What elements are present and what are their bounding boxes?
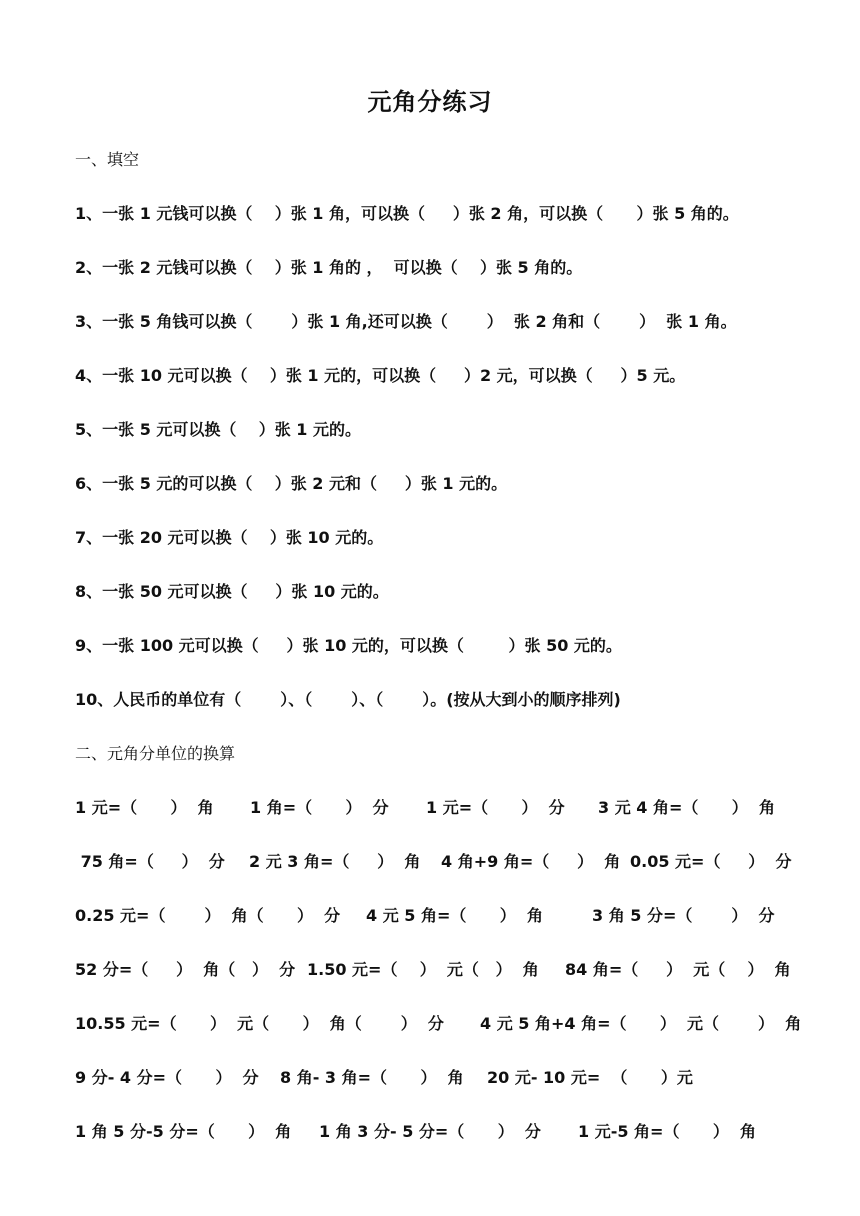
conversion-item: 1 元-5 角=（ ） 角 xyxy=(578,1122,757,1141)
conversion-item: 4 元 5 角=（ ） 角 xyxy=(366,906,543,925)
conversion-row xyxy=(75,849,795,871)
conversion-item: 8 角- 3 角=（ ） 角 xyxy=(280,1068,464,1087)
conversion-item: 4 元 5 角+4 角=（ ） 元（ ） 角 xyxy=(480,1014,802,1033)
fill-question-2: 2、一张 2 元钱可以换（ ）张 1 角的 ， 可以换（ ）张 5 角的。 xyxy=(75,258,583,277)
fill-question-6: 6、一张 5 元的可以换（ ）张 2 元和（ ）张 1 元的。 xyxy=(75,474,508,493)
fill-question-8: 8、一张 50 元可以换（ ）张 10 元的。 xyxy=(75,582,389,601)
conversion-item: 0.05 元=（ ） 分 xyxy=(630,852,792,871)
conversion-row xyxy=(75,1119,795,1141)
fill-question-10: 10、人民币的单位有（ ）、（ ）、（ ）。(按从大到小的顺序排列) xyxy=(75,690,621,709)
conversion-item: 1.50 元=（ ） 元（ ） 角 xyxy=(307,960,539,979)
conversion-item: 75 角=（ ） 分 xyxy=(75,852,225,871)
section-heading-fill-blanks: 一、填空 xyxy=(75,150,140,169)
page-title: 元角分练习 xyxy=(367,88,493,116)
fill-question-3: 3、一张 5 角钱可以换（ ）张 1 角,还可以换（ ） 张 2 角和（ ） 张 1 角。 xyxy=(75,312,737,331)
conversion-item: 52 分=（ ） 角（ ） 分 xyxy=(75,960,296,979)
conversion-item: 84 角=（ ） 元（ ） 角 xyxy=(565,960,791,979)
fill-question-9: 9、一张 100 元可以换（ ）张 10 元的，可以换（ ）张 50 元的。 xyxy=(75,636,622,655)
conversion-item: 3 元 4 角=（ ） 角 xyxy=(598,798,775,817)
conversion-row xyxy=(75,903,795,925)
fill-question-1: 1、一张 1 元钱可以换（ ）张 1 角，可以换（ ）张 2 角，可以换（ ）张 5 角的。 xyxy=(75,204,739,223)
fill-question-5: 5、一张 5 元可以换（ ）张 1 元的。 xyxy=(75,420,361,439)
conversion-item: 9 分- 4 分=（ ） 分 xyxy=(75,1068,259,1087)
conversion-row xyxy=(75,1011,802,1033)
conversion-row xyxy=(75,957,795,979)
fill-question-4: 4、一张 10 元可以换（ ）张 1 元的，可以换（ ）2 元，可以换（ ）5 元。 xyxy=(75,366,686,385)
conversion-row xyxy=(75,1065,795,1087)
conversion-item: 0.25 元=（ ） 角（ ） 分 xyxy=(75,906,341,925)
conversion-item: 1 角 3 分- 5 分=（ ） 分 xyxy=(319,1122,541,1141)
conversion-row xyxy=(75,795,795,817)
conversion-item: 10.55 元=（ ） 元（ ） 角（ ） 分 xyxy=(75,1014,444,1033)
conversion-item: 2 元 3 角=（ ） 角 xyxy=(249,852,421,871)
section-heading-conversion: 二、元角分单位的换算 xyxy=(75,744,236,763)
conversion-item: 1 元=（ ） 分 xyxy=(426,798,565,817)
conversion-item: 1 角=（ ） 分 xyxy=(250,798,389,817)
conversion-item: 1 角 5 分-5 分=（ ） 角 xyxy=(75,1122,292,1141)
conversion-item: 4 角+9 角=（ ） 角 xyxy=(441,852,621,871)
conversion-item: 1 元=（ ） 角 xyxy=(75,798,214,817)
conversion-item: 20 元- 10 元= （ ）元 xyxy=(487,1068,693,1087)
conversion-item: 3 角 5 分=（ ） 分 xyxy=(592,906,775,925)
fill-question-7: 7、一张 20 元可以换（ ）张 10 元的。 xyxy=(75,528,384,547)
